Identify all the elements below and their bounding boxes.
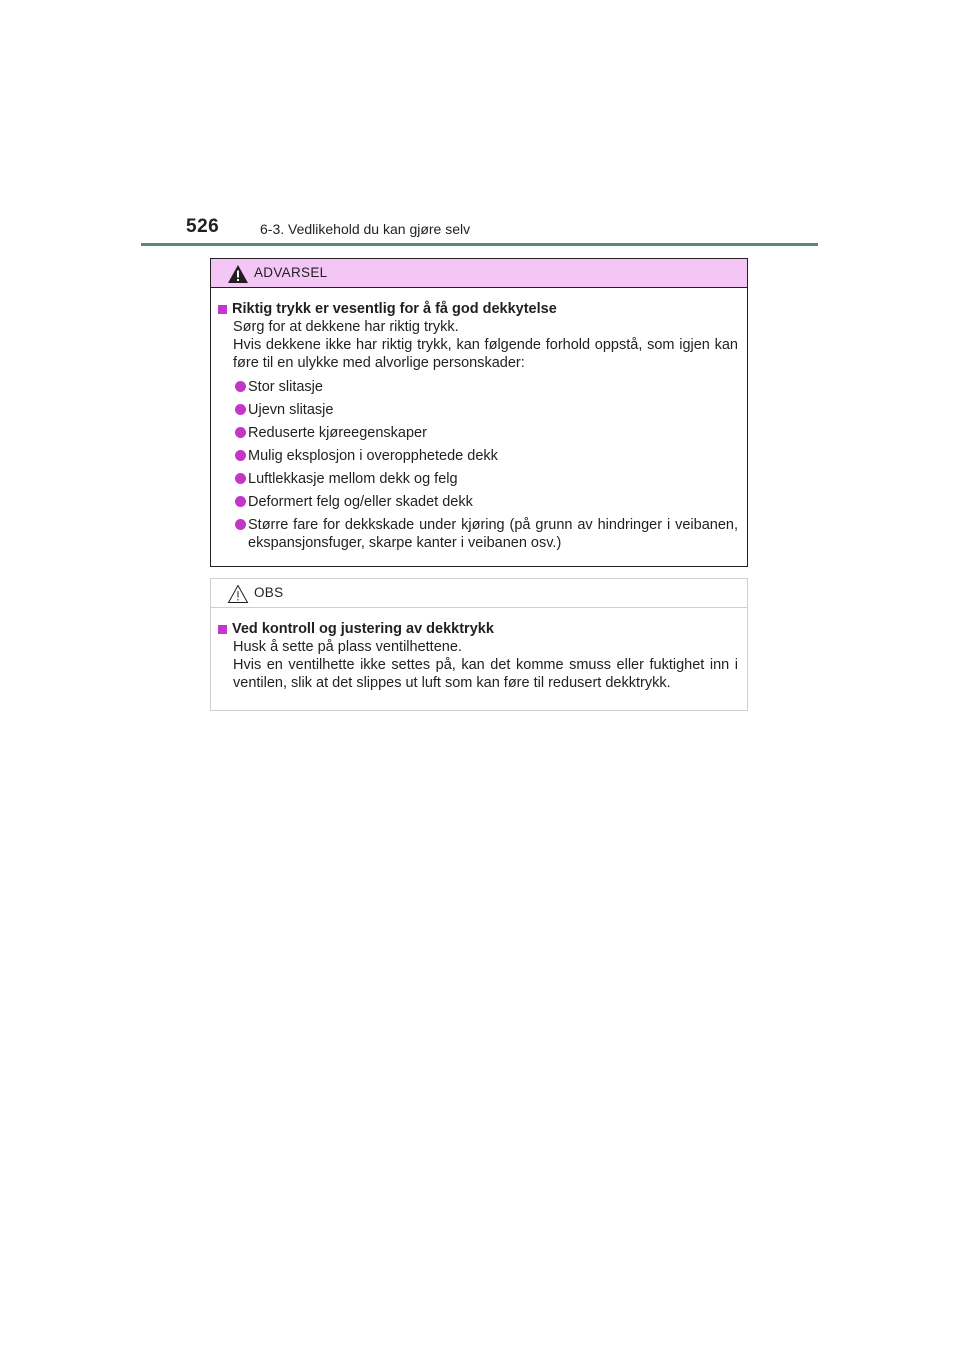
warning-body [211,288,747,552]
list-item-text: Deformert felg og/eller skadet dekk [248,494,473,510]
warning-box [210,258,748,567]
page-number: 526 [186,216,220,237]
round-bullet-icon [235,473,246,484]
list-item-text: Ujevn slitasje [248,402,334,418]
list-item-text: Luftlekkasje mellom dekk og felg [248,471,458,487]
list-item [218,493,738,511]
round-bullet-icon [235,427,246,438]
list-item-text: Større fare for dekkskade under kjøring (på grunn av hindringer i veibanen, ekspansjonsfuger, skarpe kanter i veibanen osv.) [248,517,738,551]
list-item [218,470,738,488]
warning-paragraph: Sørg for at dekkene har riktig trykk. [233,319,459,335]
list-item [218,424,738,442]
list-item [218,378,738,396]
notice-label: OBS [254,585,284,600]
list-item-text: Mulig eksplosjon i overopphetede dekk [248,448,498,464]
round-bullet-icon [235,496,246,507]
notice-heading-text: Ved kontroll og justering av dekktrykk [232,621,494,637]
list-item-text: Stor slitasje [248,379,323,395]
list-item [218,401,738,419]
round-bullet-icon [235,381,246,392]
notice-body [211,608,747,692]
warning-label: ADVARSEL [254,265,328,280]
list-item [218,447,738,465]
list-item-text: Reduserte kjøreegenskaper [248,425,427,441]
section-title: 6-3. Vedlikehold du kan gjøre selv [260,221,471,237]
round-bullet-icon [235,519,246,530]
warning-bullet-list [218,378,738,552]
list-item [218,516,738,552]
notice-paragraph: Hvis en ventilhette ikke settes på, kan det komme smuss eller fuktighet inn i ventilen, slik at det slippes ut luft som kan føre til redusert dekktrykk. [233,657,738,691]
header-rule [141,243,818,246]
notice-box [210,578,748,711]
notice-heading [218,620,738,638]
warning-header [211,259,747,288]
square-bullet-icon [218,305,227,314]
square-bullet-icon [218,625,227,634]
caution-icon [227,584,249,604]
notice-header [211,579,747,608]
warning-paragraph: Hvis dekkene ikke har riktig trykk, kan følgende forhold oppstå, som igjen kan føre til en ulykke med alvorlige personskader: [233,337,738,371]
round-bullet-icon [235,450,246,461]
warning-heading [218,300,738,318]
round-bullet-icon [235,404,246,415]
warning-heading-text: Riktig trykk er vesentlig for å få god dekkytelse [232,301,557,317]
warning-icon [227,264,249,284]
notice-paragraph: Husk å sette på plass ventilhettene. [233,639,462,655]
